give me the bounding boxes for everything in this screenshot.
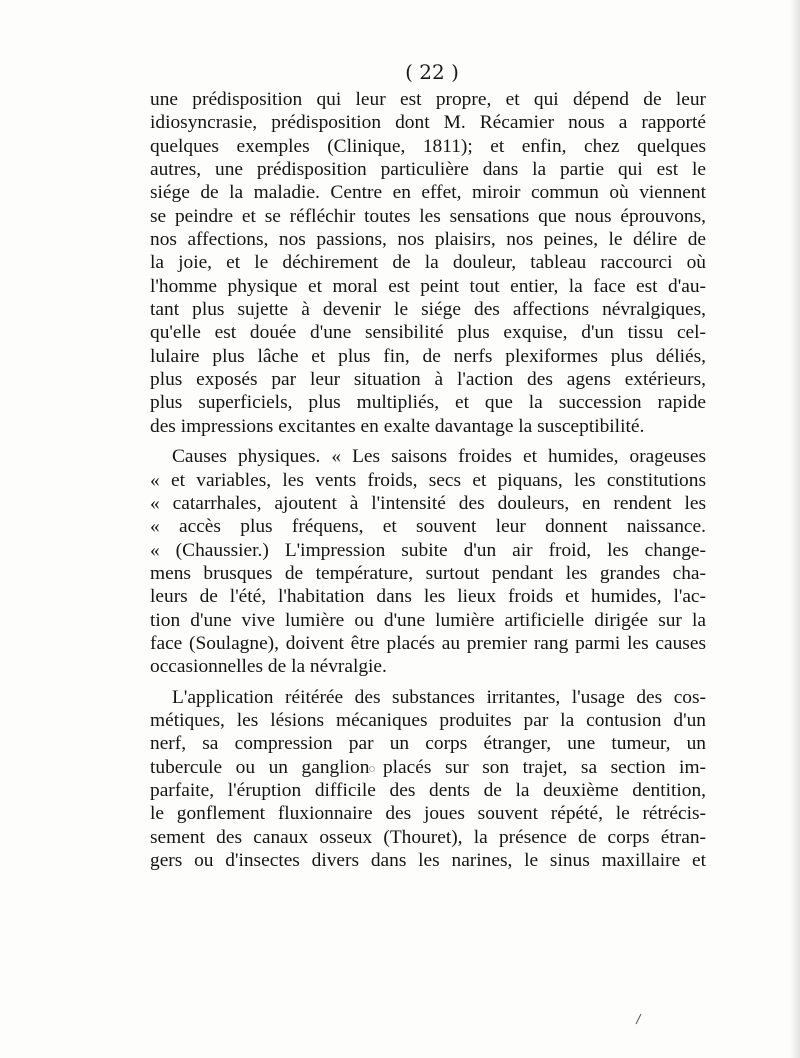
text-line: le gonflement fluxionnaire des joues souvent répété, le rétrécis- (150, 803, 706, 825)
text-line: des impressions excitantes en exalte davantage la susceptibilité. (150, 415, 645, 437)
text-line: occasionnelles de la névralgie. (150, 656, 387, 678)
text-line: quelques exemples (Clinique, 1811); et enfin, chez quelques (150, 135, 706, 157)
text-line: siége de la maladie. Centre en effet, miroir commun où viennent (150, 182, 706, 204)
text-line: nos affections, nos passions, nos plaisirs, nos peines, le délire de (150, 229, 706, 251)
page-number: ( 22 ) (405, 60, 459, 84)
text-line: « (Chaussier.) L'impression subite d'un air froid, les change- (150, 539, 706, 561)
text-line: métiques, les lésions mécaniques produites par la contusion d'un (150, 709, 706, 731)
text-line: sement des canaux osseux (Thouret), la présence de corps étran- (150, 826, 706, 848)
text-line: tant plus sujette à devenir le siége des affections névralgiques, (150, 299, 706, 321)
text-line: nerf, sa compression par un corps étranger, une tumeur, un (150, 733, 706, 755)
text-line: se peindre et se réfléchir toutes les sensations que nous éprouvons, (150, 205, 706, 227)
text-line: l'homme physique et moral est peint tout entier, la face est d'au- (150, 275, 706, 297)
text-line: mens brusques de température, surtout pendant les grandes cha- (150, 562, 706, 584)
text-line: plus exposés par leur situation à l'action des agens extérieurs, (150, 369, 706, 391)
text-line: leurs de l'été, l'habitation dans les lieux froids et humides, l'ac- (150, 586, 706, 608)
text-line: idiosyncrasie, prédisposition dont M. Récamier nous a rapporté (150, 112, 706, 134)
text-line: gers ou d'insectes divers dans les narines, le sinus maxillaire et (150, 850, 706, 871)
text-line: « catarrhales, ajoutent à l'intensité des douleurs, en rendent les (150, 492, 706, 514)
text-line: lulaire plus lâche et plus fin, de nerfs plexiformes plus déliés, (150, 345, 706, 367)
text-line: qu'elle est douée d'une sensibilité plus exquise, d'un tissu cel- (150, 322, 706, 344)
text-line: plus superficiels, plus multipliés, et que la succession rapide (150, 392, 706, 414)
text-line: la joie, et le déchirement de la douleur, tableau raccourci où (150, 252, 706, 274)
text-line: « et variables, les vents froids, secs et piquans, les constitutions (150, 469, 706, 491)
text-line: Causes physiques. « Les saisons froides et humides, orageuses (172, 446, 706, 468)
text-line: autres, une prédisposition particulière dans la partie qui est le (150, 159, 706, 181)
text-line: tion d'une vive lumière ou d'une lumière artificielle dirigée sur la (150, 609, 706, 631)
text-line: tubercule ou un ganglion placés sur son trajet, sa section im- (150, 756, 706, 778)
text-line: face (Soulagne), doivent être placés au premier rang parmi les causes (150, 632, 706, 654)
ink-speck (636, 1014, 641, 1024)
text-line: « accès plus fréquens, et souvent leur donnent naissance. (150, 516, 706, 538)
text-line: L'application réitérée des substances irritantes, l'usage des cos- (172, 686, 706, 708)
text-line: parfaite, l'éruption difficile des dents de la deuxième dentition, (150, 779, 706, 801)
text-line: une prédisposition qui leur est propre, et qui dépend de leur (150, 89, 706, 110)
ink-speck (370, 767, 375, 772)
